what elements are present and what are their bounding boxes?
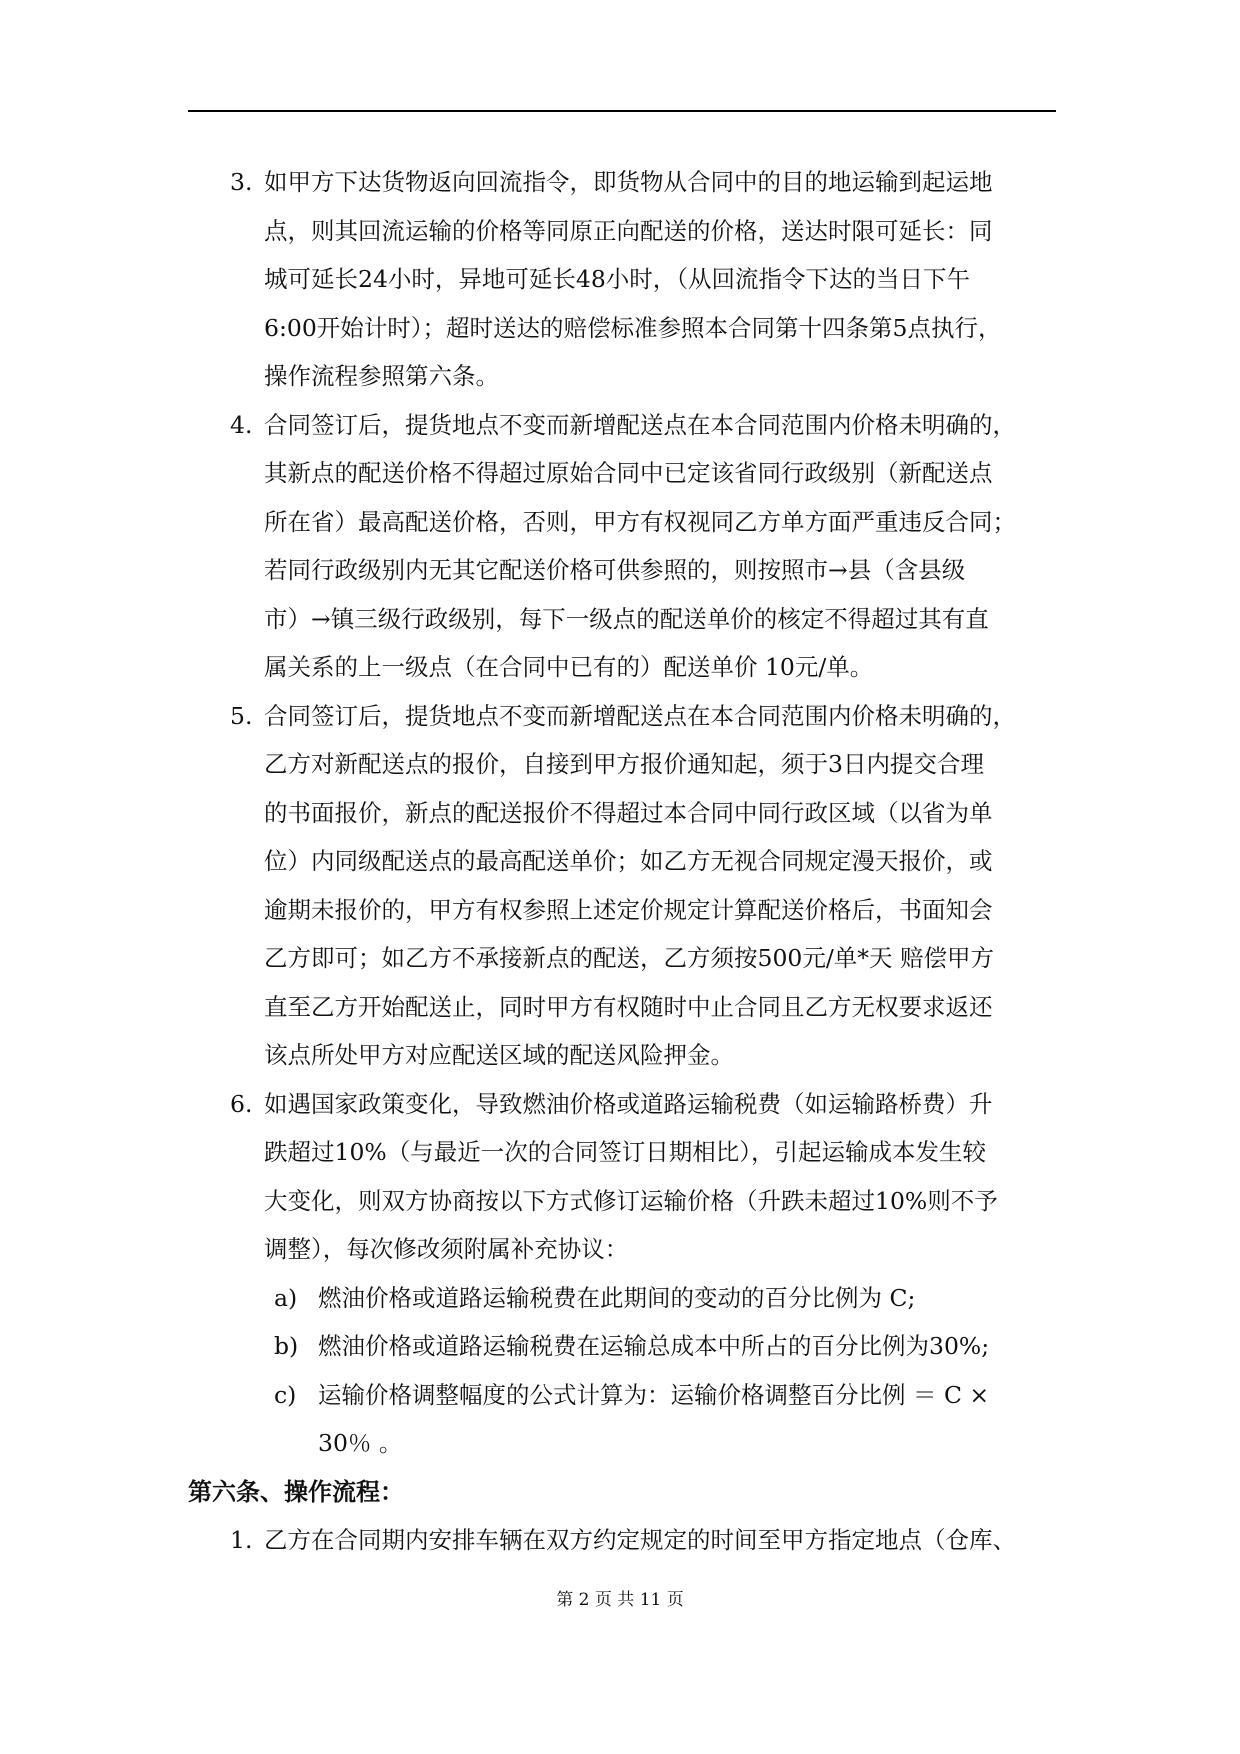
- text-line: 城可延长24小时，异地可延长48小时，（从回流指令下达的当日下午: [264, 265, 971, 293]
- list-item-6: [188, 1080, 1068, 1274]
- text-line: 市）→镇三级行政级别，每下一级点的配送单价的核定不得超过其有直: [264, 604, 989, 633]
- text-line: 的书面报价，新点的配送报价不得超过本合同中同行政区域（以省为单: [264, 798, 993, 827]
- text-line: 属关系的上一级点（在合同中已有的）配送单价 10元/单。: [264, 653, 874, 681]
- text-line: 如甲方下达货物返向回流指令，即货物从合同中的目的地运输到起运地: [264, 168, 993, 196]
- text-line: 点，则其回流运输的价格等同原正向配送的价格，送达时限可延长：同: [264, 216, 993, 245]
- header-rule: [188, 110, 1056, 112]
- text-line: 若同行政级别内无其它配送价格可供参照的，则按照市→县（含县级: [264, 556, 966, 584]
- text-line: 乙方即可；如乙方不承接新点的配送，乙方须按500元/单*天 赔偿甲方: [264, 944, 994, 972]
- text-line: 跌超过10%（与最近一次的合同签订日期相比），引起运输成本发生较: [264, 1138, 986, 1166]
- list-item-4: [188, 401, 1068, 692]
- text-line: 乙方对新配送点的报价，自接到甲方报价通知起，须于3日内提交合理: [264, 750, 984, 778]
- text-line: 如遇国家政策变化，导致燃油价格或道路运输税费（如运输路桥费）升: [264, 1089, 993, 1118]
- sub-item-a: [188, 1274, 1068, 1323]
- text-line: 合同签订后，提货地点不变而新增配送点在本合同范围内价格未明确的，: [264, 410, 1016, 439]
- item-number: 3.: [230, 168, 253, 196]
- text-line: 燃油价格或道路运输税费在运输总成本中所占的百分比例为30%;: [318, 1332, 990, 1360]
- sub-item-marker: b): [274, 1332, 299, 1360]
- text-line: 所在省）最高配送价格，否则，甲方有权视同乙方单方面严重违反合同；: [264, 507, 1016, 536]
- text-line: 运输价格调整幅度的公式计算为：运输价格调整百分比例 ＝ C ×: [318, 1380, 990, 1409]
- section-heading: 第六条、操作流程：: [188, 1477, 404, 1506]
- text-line: 逾期未报价的，甲方有权参照上述定价规定计算配送价格后，书面知会: [264, 895, 993, 924]
- text-line: 30％ 。: [318, 1429, 403, 1457]
- text-line: 操作流程参照第六条。: [264, 362, 499, 390]
- page-footer: 第 2 页 共 11 页: [556, 1590, 684, 1610]
- sub-item-marker: c): [274, 1380, 297, 1409]
- text-line: 6:00开始计时）；超时送达的赔偿标准参照本合同第十四条第5点执行，: [264, 313, 1002, 342]
- sub-item-marker: a): [274, 1283, 298, 1312]
- sub-item-b: [188, 1322, 1068, 1371]
- text-line: 调整），每次修改须附属补充协议：: [264, 1235, 629, 1263]
- text-line: 乙方在合同期内安排车辆在双方约定规定的时间至甲方指定地点（仓库、: [264, 1526, 1016, 1554]
- text-line: 直至乙方开始配送止，同时甲方有权随时中止合同且乙方无权要求返还: [264, 992, 993, 1021]
- list-item-5: [188, 692, 1068, 1080]
- text-line: 合同签订后，提货地点不变而新增配送点在本合同范围内价格未明确的，: [264, 701, 1016, 730]
- list-item-1: [188, 1516, 1068, 1565]
- item-number: 1.: [230, 1526, 253, 1554]
- text-line: 大变化，则双方协商按以下方式修订运输价格（升跌未超过10%则不予: [264, 1186, 998, 1215]
- text-line: 该点所处甲方对应配送区域的配送风险押金。: [264, 1041, 734, 1069]
- item-number: 6.: [230, 1089, 253, 1118]
- text-line: 燃油价格或道路运输税费在此期间的变动的百分比例为 C;: [318, 1283, 916, 1312]
- text-line: 其新点的配送价格不得超过原始合同中已定该省同行政级别（新配送点: [264, 459, 993, 487]
- page-content: [188, 158, 1068, 1565]
- list-item-3: [188, 158, 1068, 401]
- item-number: 4.: [230, 410, 253, 439]
- sub-item-c: [188, 1371, 1068, 1468]
- text-line: 位）内同级配送点的最高配送单价；如乙方无视合同规定漫天报价，或: [264, 847, 993, 875]
- item-number: 5.: [230, 701, 253, 730]
